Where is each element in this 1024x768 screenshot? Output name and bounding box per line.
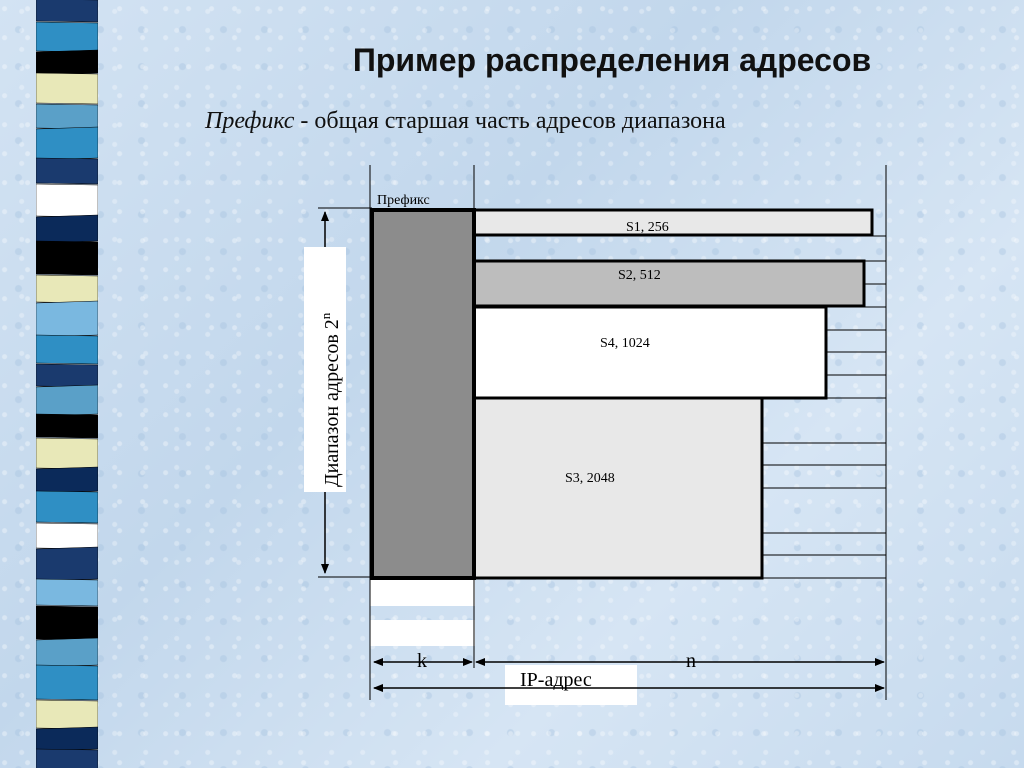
block-s1-label: S1, 256 xyxy=(626,220,669,235)
block-s4-label: S4, 1024 xyxy=(600,336,650,351)
ip-label: IP-адрес xyxy=(520,669,592,691)
block-s3 xyxy=(474,398,762,578)
below-prefix-white-2 xyxy=(370,620,475,646)
block-s2 xyxy=(474,261,864,306)
k-label: k xyxy=(417,650,427,672)
prefix-label: Префикс xyxy=(377,193,430,208)
block-s3-label: S3, 2048 xyxy=(565,471,615,486)
range-label: Диапазон адресов 2$^n$ xyxy=(318,312,343,487)
subtitle-definition: - общая старшая часть адресов диапазона xyxy=(294,108,726,134)
subtitle-term: Префикс xyxy=(205,108,295,134)
block-s1 xyxy=(474,210,872,235)
n-label: n xyxy=(686,650,696,672)
below-prefix-white-1 xyxy=(370,580,475,606)
slide-title: Пример распределения адресов xyxy=(352,42,872,78)
block-s2-label: S2, 512 xyxy=(618,268,661,283)
block-s4 xyxy=(474,307,826,398)
prefix-block xyxy=(372,210,474,578)
